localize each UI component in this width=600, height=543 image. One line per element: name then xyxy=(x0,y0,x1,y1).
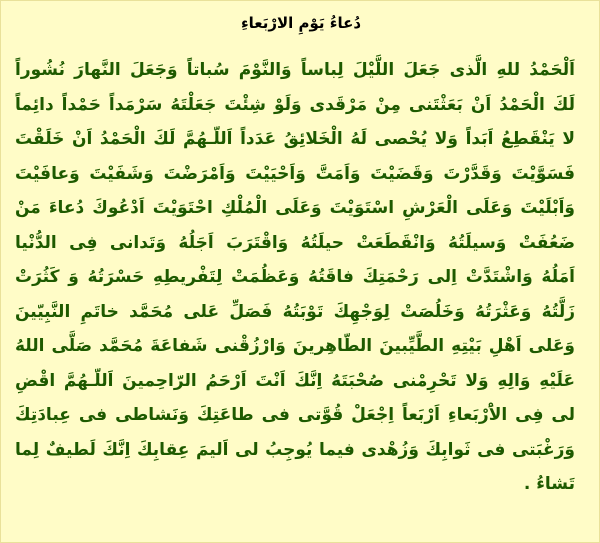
dua-line: وَاَبْلَيْتَ وَعَلَى الْعَرْشِ اسْتَوَيْتَ وَعَلَى الْمُلْكِ احْتَوَيْتَ اَدْعُوكَ دُعاءَ مَنْ xyxy=(15,198,575,218)
dua-line: اَلْحَمْدُ للهِ الَّذى جَعَلَ اللَّيْلَ لِباساً وَالنَّوْمَ سُباتاً وَجَعَلَ النَّهارَ نُشُوراً xyxy=(15,60,575,80)
dua-line: لَكَ الْحَمْدُ اَنْ بَعَثْتَنى مِنْ مَرْقَدى وَلَوْ شِئْتَ جَعَلْتَهُ سَرْمَداً حَمْداً دائِماً xyxy=(15,94,575,115)
dua-line: وَعَلى اَهْلِ بَيْتِهِ الطَّيِّبينَ الطّاهِرينَ وَارْزُقْنى شَفاعَةَ مُحَمَّد صَلَّى اللهُ xyxy=(15,336,575,356)
dua-line: عَلَيْهِ وَالِهِ وَلا تَحْرِمْنى صُحْبَتَهُ اِنَّكَ اَنْتَ اَرْحَمُ الرّاحِمينَ اَللّـهُمَّ اقْضِ xyxy=(15,370,575,391)
dua-line: فَسَوَّيْتَ وَقَدَّرْتَ وَقَضَيْتَ وَاَمَتَّ وَاَحْيَيْتَ وَاَمْرَضْتَ وَشَفَيْتَ وَعافَيْتَ xyxy=(15,163,575,184)
dua-line: زَلَّتُهُ وَعَثْرَتُهُ وَخَلُصَتْ لِوَجْهِكَ تَوْبَتُهُ فَصَلِّ عَلى مُحَمَّد خاتَمِ النَّبِيّينَ xyxy=(15,301,575,322)
dua-line: تَشاءُ . xyxy=(523,474,575,494)
dua-title: دُعاءُ يَوْمِ الارْبَعاءِ xyxy=(240,14,362,32)
dua-line: ضَعُفَتْ وَسيلَتُهُ وَانْقَطَعَتْ حيلَتُهُ وَاقْتَرَبَ اَجَلُهُ وَتَدانى فِى الدُّنْيا xyxy=(15,232,575,253)
dua-line: لى فِى الاَْرْبَعاءِ اَرْبَعاً اِجْعَلْ قُوَّتى فى طاعَتِكَ وَنَشاطى فى عِبادَتِكَ xyxy=(15,405,575,425)
dua-text xyxy=(15,53,575,502)
dua-line: وَرَغْبَتى فى ثَوابِكَ وَزُهْدى فيما يُوجِبُ لى اَليمَ عِقابِكَ اِنَّكَ لَطيفٌ لِما xyxy=(15,439,575,460)
dua-line: اَمَلُهُ وَاشْتَدَّتْ اِلى رَحْمَتِكَ فاقَتُهُ وَعَظُمَتْ لِتَفْريطِهِ حَسْرَتُهُ وَ كَثُرَتْ xyxy=(15,267,575,287)
dua-line: لا يَنْقَطِعُ اَبَداً وَلا يُحْصى لَهُ الْخَلائِقُ عَدَداً اَللّـهُمَّ لَكَ الْحَمْدُ اَنْ خَلَقْتَ xyxy=(15,129,575,149)
